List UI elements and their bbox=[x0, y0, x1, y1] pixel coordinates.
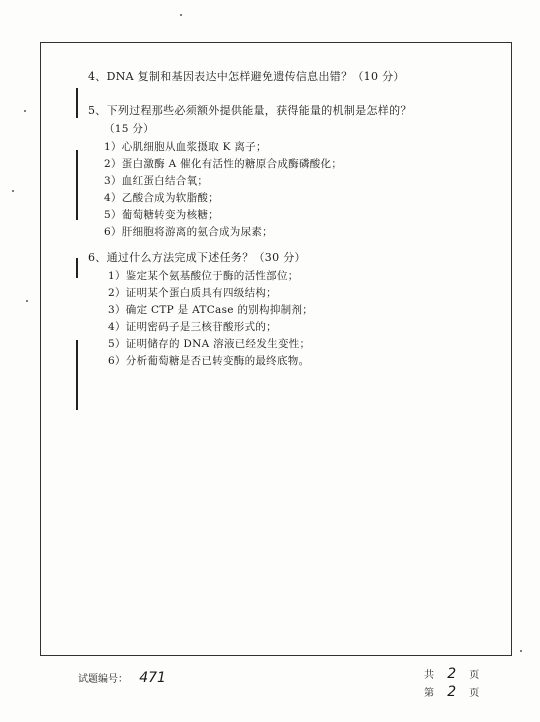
scan-speck bbox=[520, 650, 522, 652]
question-6-stem: 6、通过什么方法完成下述任务？（30 分） bbox=[88, 251, 306, 264]
page-total-label: 共 bbox=[424, 670, 434, 681]
margin-line bbox=[76, 340, 78, 410]
question-4-stem: 4、DNA 复制和基因表达中怎样避免遗传信息出错？（10 分） bbox=[88, 70, 405, 83]
scan-speck bbox=[12, 190, 14, 192]
margin-line bbox=[76, 88, 78, 118]
page-total bbox=[424, 666, 479, 682]
page-number-unit: 页 bbox=[469, 688, 480, 699]
exam-code-label: 试题编号： bbox=[78, 674, 128, 685]
page-number-value: 2 bbox=[447, 684, 457, 700]
question-6-item: 1）鉴定某个氨基酸位于酶的活性部位； bbox=[108, 270, 299, 282]
question-5-item: 4）乙酸合成为软脂酸； bbox=[104, 192, 219, 204]
question-5-stem: 5、下列过程那些必须额外提供能量，获得能量的机制是怎样的？ bbox=[88, 104, 412, 117]
page-number bbox=[424, 684, 479, 700]
question-5-item: 5）葡萄糖转变为核糖； bbox=[104, 209, 219, 221]
page-number-label: 第 bbox=[424, 688, 434, 699]
exam-code bbox=[78, 670, 166, 686]
question-5-item: 3）血红蛋白结合氧； bbox=[104, 175, 209, 187]
question-6-item: 2）证明某个蛋白质具有四级结构； bbox=[108, 287, 277, 299]
question-5-item: 1）心肌细胞从血浆摄取 K 离子； bbox=[104, 141, 267, 153]
scan-speck bbox=[180, 14, 182, 16]
question-6-item: 6）分析葡萄糖是否已转变酶的最终底物。 bbox=[108, 355, 310, 367]
page-total-value: 2 bbox=[447, 666, 457, 682]
question-6-item: 3）确定 CTP 是 ATCase 的别构抑制剂； bbox=[108, 304, 314, 316]
question-5-points: （15 分） bbox=[104, 123, 154, 135]
page-total-unit: 页 bbox=[469, 670, 480, 681]
scan-speck bbox=[26, 300, 28, 302]
scan-speck bbox=[24, 110, 26, 112]
margin-line bbox=[76, 258, 78, 278]
exam-code-value: 471 bbox=[139, 670, 166, 686]
question-5-item: 2）蛋白激酶 A 催化有活性的糖原合成酶磷酸化； bbox=[104, 158, 343, 170]
margin-line bbox=[76, 150, 78, 220]
question-5-item: 6）肝细胞将游离的氨合成为尿素； bbox=[104, 226, 273, 238]
question-6-item: 5）证明储存的 DNA 溶液已经发生变性； bbox=[108, 338, 311, 350]
question-6-item: 4）证明密码子是三核苷酸形式的； bbox=[108, 321, 277, 333]
